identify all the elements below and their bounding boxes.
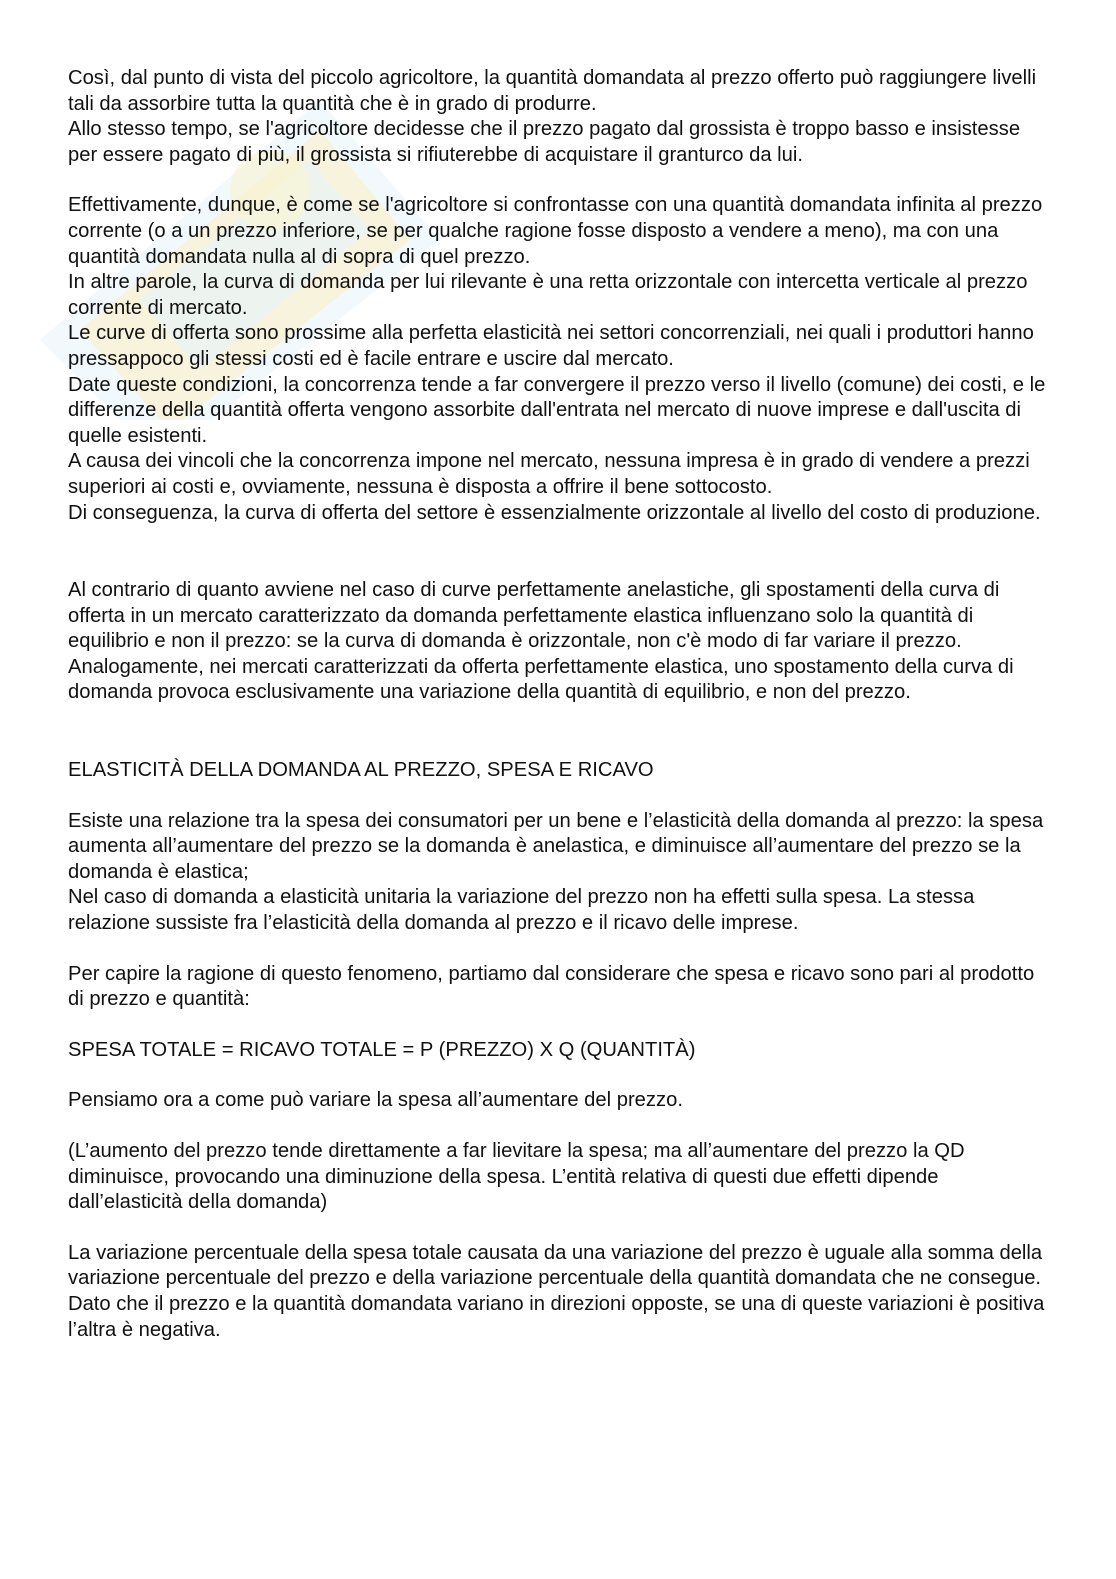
section-heading: ELASTICITÀ DELLA DOMANDA AL PREZZO, SPESA E RICAVO [68, 759, 654, 782]
paragraph: Date queste condizioni, la concorrenza tende a far convergere il prezzo verso il livello (comune) dei costi, e le differenze della quantità offerta vengono assorbite dall'entrata nel mercato di nuove imprese e dall'uscita di quelle esistenti. [68, 373, 1046, 447]
paragraph: Esiste una relazione tra la spesa dei consumatori per un bene e l’elasticità della domanda al prezzo: la spesa aumenta all’aumentare del prezzo se la domanda è anelastica, e diminuisce all’aumentare del prezzo se la domanda è elastica; [68, 809, 1044, 883]
paragraph: Pensiamo ora a come può variare la spesa all’aumentare del prezzo. [68, 1089, 683, 1112]
formula: SPESA TOTALE = RICAVO TOTALE = P (PREZZO) X Q (QUANTITÀ) [68, 1038, 696, 1061]
paragraph: Così, dal punto di vista del piccolo agricoltore, la quantità domandata al prezzo offerto può raggiungere livelli tali da assorbire tutta la quantità che è in grado di produrre. [68, 67, 1037, 115]
paragraph: Effettivamente, dunque, è come se l'agricoltore si confrontasse con una quantità domandata infinita al prezzo corrente (o a un prezzo inferiore, se per qualche ragione fosse disposto a vendere a meno), ma con una quantità domandata nulla al di sopra di quel prezzo. [68, 194, 1043, 268]
document-page [68, 66, 1048, 1343]
paragraph: La variazione percentuale della spesa totale causata da una variazione del prezzo è uguale alla somma della variazione percentuale del prezzo e della variazione percentuale della quantità domandata che ne consegue. [68, 1241, 1043, 1290]
paragraph: A causa dei vincoli che la concorrenza impone nel mercato, nessuna impresa è in grado di vendere a prezzi superiori ai costi e, ovviamente, nessuna è disposta a offrire il bene sottocosto. [68, 450, 1030, 498]
paragraph: Al contrario di quanto avviene nel caso di curve perfettamente anelastiche, gli spostamenti della curva di offerta in un mercato caratterizzato da domanda perfettamente elastica influenzano solo la quantità di equilibrio e non il prezzo: se la curva di domanda è orizzontale, non c'è modo di far variare il prezzo. [68, 579, 1000, 653]
paragraph: Per capire la ragione di questo fenomeno, partiamo dal considerare che spesa e ricavo sono pari al prodotto di prezzo e quantità: [68, 962, 1035, 1011]
paragraph: Analogamente, nei mercati caratterizzati da offerta perfettamente elastica, uno spostamento della curva di domanda provoca esclusivamente una variazione della quantità di equilibrio, e non del prezzo. [68, 655, 1014, 704]
paragraph: Le curve di offerta sono prossime alla perfetta elasticità nei settori concorrenziali, nei quali i produttori hanno pressappoco gli stessi costi ed è facile entrare e uscire dal mercato. [68, 322, 1034, 370]
paragraph: Nel caso di domanda a elasticità unitaria la variazione del prezzo non ha effetti sulla spesa. La stessa relazione sussiste fra l’elasticità della domanda al prezzo e il ricavo delle imprese. [68, 886, 975, 935]
paragraph: In altre parole, la curva di domanda per lui rilevante è una retta orizzontale con intercetta verticale al prezzo corrente di mercato. [68, 271, 1028, 319]
paragraph: Allo stesso tempo, se l'agricoltore decidesse che il prezzo pagato dal grossista è troppo basso e insistesse per essere pagato di più, il grossista si rifiuterebbe di acquistare il granturco da lui. [68, 118, 1021, 166]
paragraph: Dato che il prezzo e la quantità domandata variano in direzioni opposte, se una di queste variazioni è positiva l’altra è negativa. [68, 1292, 1045, 1341]
paragraph: (L’aumento del prezzo tende direttamente a far lievitare la spesa; ma all’aumentare del prezzo la QD diminuisce, provocando una diminuzione della spesa. L’entità relativa di questi due effetti dipende dall’elasticità della domanda) [68, 1140, 965, 1214]
paragraph: Di conseguenza, la curva di offerta del settore è essenzialmente orizzontale al livello del costo di produzione. [68, 501, 1041, 524]
